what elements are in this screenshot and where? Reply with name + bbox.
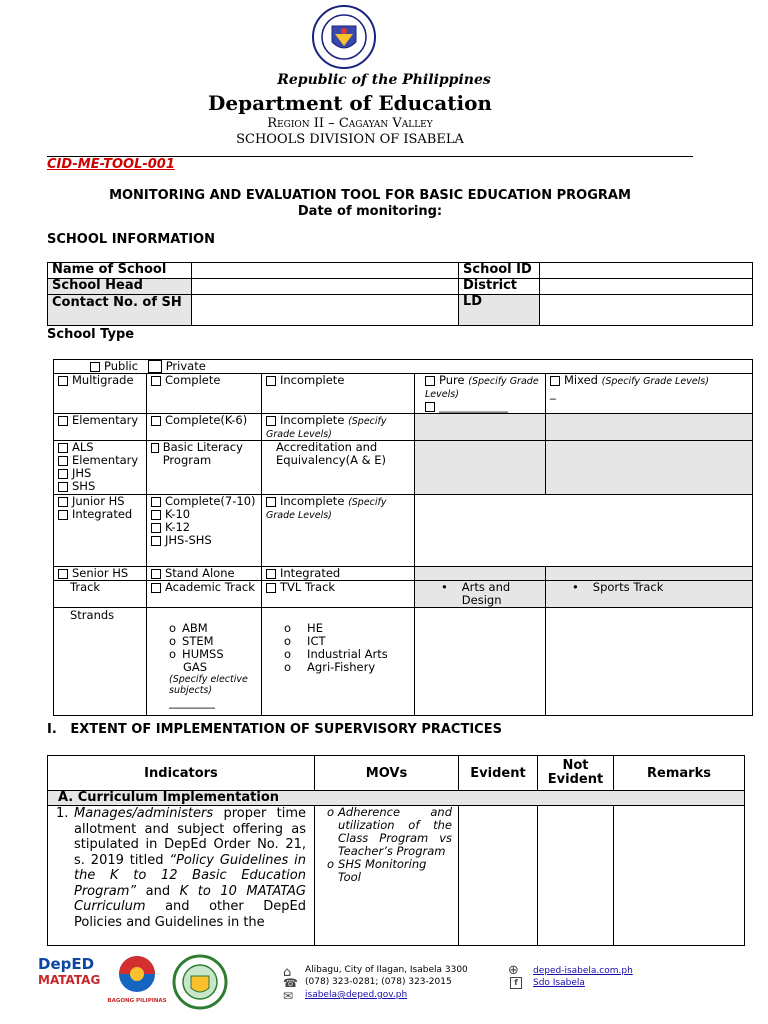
indicator-1-policy: “Policy Guidelines in the K to 12 Basic Education Program” [74, 852, 306, 899]
basic-literacy-checkbox[interactable] [151, 443, 159, 453]
jhs-incomplete-checkbox[interactable] [266, 497, 276, 507]
division-seal [172, 954, 228, 1010]
complete-k6-label: Complete(K-6) [165, 413, 248, 427]
public-label: Public [104, 359, 139, 373]
mixed-note: (Specify Grade Levels) [601, 376, 709, 387]
academic-track-label: Academic Track [165, 580, 255, 594]
als-label: ALS [72, 440, 94, 454]
col-remarks: Remarks [614, 756, 745, 791]
jhs-shs-label: JHS-SHS [165, 533, 212, 547]
indicators-table [47, 755, 745, 946]
contact-field[interactable] [192, 295, 459, 326]
he-label: HE [307, 621, 323, 635]
senior-hs-checkbox[interactable] [58, 569, 68, 579]
k12-checkbox[interactable] [151, 523, 161, 533]
basic-literacy-label: Basic Literacy Program [162, 440, 243, 467]
school-head-field[interactable] [192, 279, 459, 295]
strands-label: Strands [54, 608, 147, 716]
item-number: 1. [56, 806, 69, 821]
circle-bullet-icon: o [284, 647, 292, 661]
school-type-heading: School Type [47, 327, 135, 342]
school-type-table [53, 359, 753, 716]
subsection-a: A. Curriculum Implementation [48, 791, 745, 806]
sports-track-label: Sports Track [592, 580, 664, 594]
abm-label: ABM [182, 621, 208, 635]
region-line: Region II – Cagayan Valley [267, 116, 433, 131]
track-label: Track [54, 581, 147, 608]
als-elem-checkbox[interactable] [58, 456, 68, 466]
circle-bullet-icon: o [284, 621, 292, 635]
circle-bullet-icon: o [284, 660, 292, 674]
industrial-arts-label: Industrial Arts [307, 647, 388, 661]
col-not-evident: Not Evident [538, 756, 614, 791]
elem-incomplete-note: (Specify Grade Levels) [266, 416, 387, 440]
ict-label: ICT [307, 634, 326, 648]
als-shs-label: SHS [72, 479, 96, 493]
mov-1: Adherence and utilization of the Class Program vs Teacher’s Program [338, 805, 452, 858]
multigrade-label: Multigrade [72, 373, 134, 387]
stem-label: STEM [182, 634, 214, 648]
incomplete-label: Incomplete [280, 373, 345, 387]
complete-label: Complete [165, 373, 221, 387]
division-line: SCHOOLS DIVISION OF ISABELA [236, 132, 464, 147]
jhs-incomplete-note: (Specify Grade Levels) [266, 497, 387, 521]
pure-blank: ____________ [439, 399, 508, 413]
indicator-1-verb: Manages/administers [74, 806, 214, 821]
indicator-1-and: and [136, 883, 180, 899]
contact-label: Contact No. of SH [48, 295, 192, 326]
bagong-pilipinas-text: BAGONG PILIPINAS [107, 998, 167, 1004]
circle-bullet-icon: o [327, 805, 335, 819]
grey-cell [415, 567, 546, 581]
school-id-label: School ID [459, 263, 540, 279]
integrated-checkbox[interactable] [58, 510, 68, 520]
school-info-heading: SCHOOL INFORMATION [47, 232, 215, 247]
multigrade-checkbox[interactable] [58, 376, 68, 386]
blank-cell [415, 495, 753, 567]
grey-cell [415, 414, 546, 441]
indicator-1 [74, 806, 310, 930]
footer-phone: (078) 323-0281; (078) 323-2015 [305, 977, 452, 987]
stand-alone-checkbox[interactable] [151, 569, 161, 579]
private-label: Private [165, 359, 206, 373]
jhs-shs-checkbox[interactable] [151, 536, 161, 546]
private-checkbox[interactable] [148, 360, 162, 373]
junior-hs-checkbox[interactable] [58, 497, 68, 507]
blank-cell [546, 608, 753, 716]
elective-note: (Specify elective subjects) [169, 674, 248, 696]
grey-cell [546, 414, 753, 441]
jhs-incomplete-label: Incomplete [280, 494, 345, 508]
grey-cell [415, 441, 546, 495]
complete-k6-checkbox[interactable] [151, 416, 161, 426]
grey-cell [546, 567, 753, 581]
name-of-school-label: Name of School [48, 263, 192, 279]
als-shs-checkbox[interactable] [58, 482, 68, 492]
mail-icon: ✉ [283, 989, 294, 1003]
district-label: District [459, 279, 540, 295]
pure-note: (Specify Grade Levels) [425, 376, 539, 400]
footer-email[interactable]: isabela@deped.gov.ph [305, 990, 408, 1000]
district-field[interactable] [540, 279, 753, 295]
indicator-1-tail: and other DepEd Policies and Guidelines in the [74, 899, 306, 930]
tool-title: MONITORING AND EVALUATION TOOL FOR BASIC EDUCATION PROGRAM [109, 188, 631, 203]
mov-2: SHS Monitoring Tool [338, 857, 427, 884]
col-indicators: Indicators [48, 756, 315, 791]
integrated-label: Integrated [72, 507, 133, 521]
school-head-label: School Head [48, 279, 192, 295]
senior-hs-label: Senior HS [72, 566, 129, 580]
als-jhs-label: JHS [72, 466, 92, 480]
arts-design-label: Arts and Design [461, 580, 511, 607]
ld-field[interactable] [540, 295, 753, 326]
stand-alone-label: Stand Alone [165, 566, 235, 580]
incomplete-checkbox[interactable] [266, 376, 276, 386]
col-movs: MOVs [315, 756, 459, 791]
als-elem-label: Elementary [72, 453, 139, 467]
republic-line: Republic of the Philippines [277, 72, 491, 88]
integrated2-label: Integrated [280, 566, 341, 580]
evident-cell[interactable] [459, 806, 538, 946]
pure-label: Pure [439, 373, 465, 387]
remarks-cell[interactable] [614, 806, 745, 946]
facebook-icon: f [510, 977, 522, 989]
not-evident-cell[interactable] [538, 806, 614, 946]
k10-label: K-10 [165, 507, 191, 521]
circle-bullet-icon: o [284, 634, 292, 648]
deped-logo-text: DepED [38, 955, 95, 973]
k12-label: K-12 [165, 520, 191, 534]
footer-website[interactable]: deped-isabela.com.ph [533, 966, 633, 976]
public-checkbox[interactable] [90, 362, 100, 372]
gas-label: GAS [183, 660, 208, 674]
circle-bullet-icon: o [169, 647, 177, 661]
k10-checkbox[interactable] [151, 510, 161, 520]
integrated2-checkbox[interactable] [266, 569, 276, 579]
elem-incomplete-label: Incomplete [280, 413, 345, 427]
pure-blank-checkbox[interactable] [425, 402, 435, 412]
school-info-table [47, 262, 753, 326]
phone-icon: ☎ [283, 976, 298, 990]
deped-matatag-logo [38, 955, 102, 999]
bullet-icon: • [572, 580, 579, 594]
elementary-label: Elementary [72, 413, 139, 427]
elective-blank: ________ [169, 695, 215, 709]
indicator-1-text: proper time allotment and subject offering as stipulated in DepEd Order No. 21, s. 2019 titled [74, 806, 306, 868]
footer-address: Alibagu, City of Ilagan, Isabela 3300 [305, 965, 468, 975]
mixed-blank: _ [550, 386, 556, 400]
deped-seal [311, 4, 377, 70]
als-checkbox[interactable] [58, 443, 68, 453]
pure-checkbox[interactable] [425, 376, 435, 386]
grey-cell [546, 441, 753, 495]
complete-checkbox[interactable] [151, 376, 161, 386]
complete-7-10-label: Complete(7-10) [165, 494, 256, 508]
date-of-monitoring: Date of monitoring: [297, 204, 443, 219]
tvl-track-label: TVL Track [280, 580, 336, 594]
elem-incomplete-checkbox[interactable] [266, 416, 276, 426]
matatag-logo-text: MATATAG [38, 973, 101, 987]
col-evident: Evident [459, 756, 538, 791]
mixed-checkbox[interactable] [550, 376, 560, 386]
department-line: Department of Education [208, 91, 492, 115]
ld-label: LD [459, 295, 540, 326]
ae-label: Accreditation and Equivalency(A & E) [276, 440, 386, 467]
doc-code: CID-ME-TOOL-001 [47, 157, 175, 172]
public-private-row [54, 360, 753, 374]
mixed-label: Mixed [564, 373, 598, 387]
section-i-heading: I. EXTENT OF IMPLEMENTATION OF SUPERVISORY PRACTICES [47, 722, 502, 737]
elementary-checkbox[interactable] [58, 416, 68, 426]
junior-hs-label: Junior HS [72, 494, 125, 508]
circle-bullet-icon: o [327, 857, 335, 871]
indicator-1-matatag: K to 10 MATATAG Curriculum [74, 883, 306, 914]
bullet-icon: • [441, 580, 448, 594]
tvl-track-checkbox[interactable] [266, 583, 276, 593]
humss-label: HUMSS [182, 647, 224, 661]
blank-cell [415, 608, 546, 716]
als-jhs-checkbox[interactable] [58, 469, 68, 479]
academic-track-checkbox[interactable] [151, 583, 161, 593]
school-id-field[interactable] [540, 263, 753, 279]
circle-bullet-icon: o [169, 621, 177, 635]
complete-7-10-checkbox[interactable] [151, 497, 161, 507]
name-of-school-field[interactable] [192, 263, 459, 279]
circle-bullet-icon: o [169, 634, 177, 648]
footer-facebook[interactable]: Sdo Isabela [533, 978, 585, 988]
bagong-pilipinas-logo [107, 954, 167, 1004]
location-icon: ⌂ [283, 965, 292, 980]
globe-icon: ⊕ [508, 963, 519, 978]
agri-fishery-label: Agri-Fishery [307, 660, 376, 674]
